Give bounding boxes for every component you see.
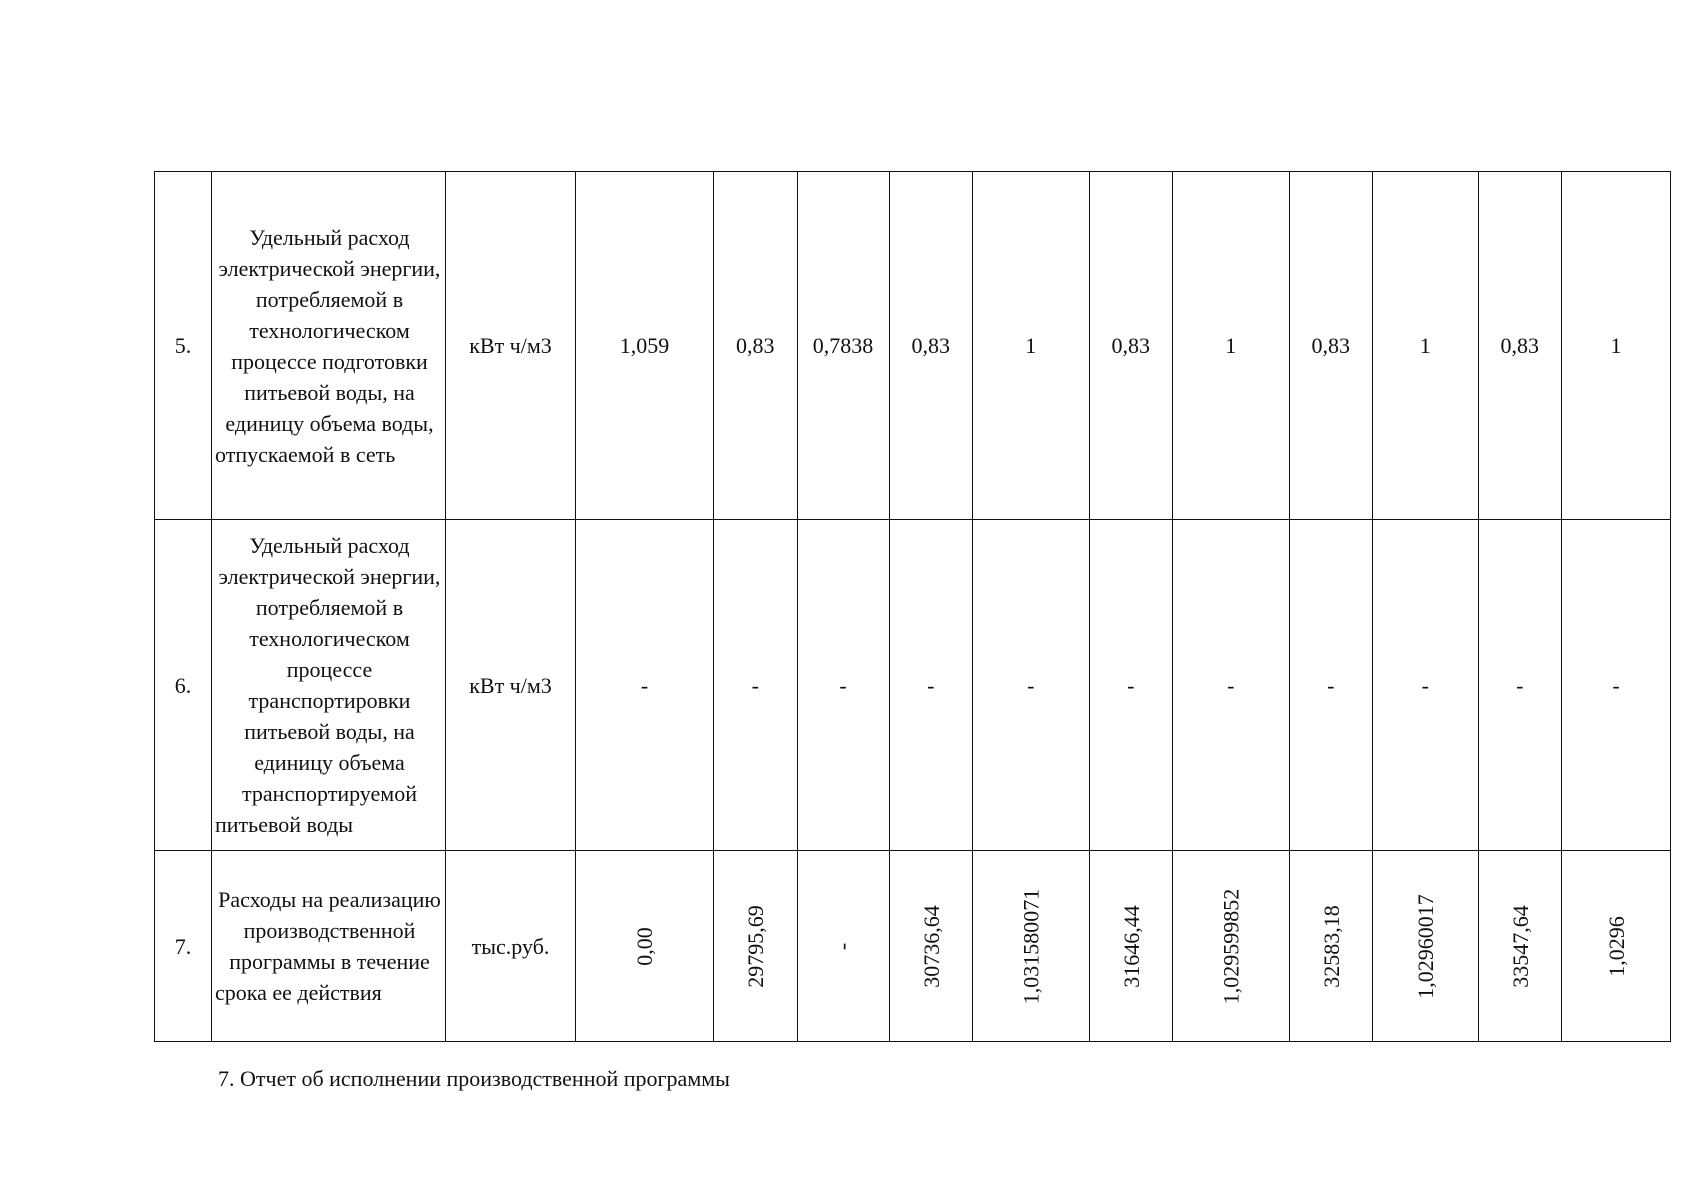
row-unit: кВт ч/м3 <box>446 520 576 851</box>
value-cell: 1,059 <box>576 172 714 520</box>
rotated-value: 29795,69 <box>742 904 768 988</box>
rotated-value: 1,029599852 <box>1218 888 1244 1004</box>
row-description: Удельный расход электрической энергии, потребляемой в технологическом процессе подготовки питьевой воды, на единицу объема воды, отпускаемой в сеть <box>212 172 446 520</box>
value-cell: - <box>1478 520 1562 851</box>
rotated-value: 1,0296 <box>1603 915 1629 977</box>
value-cell <box>1173 851 1290 1042</box>
value-cell: 0,83 <box>1089 172 1173 520</box>
rotated-value: 32583,18 <box>1318 904 1344 988</box>
value-cell: 1 <box>1173 172 1290 520</box>
value-cell: - <box>1373 520 1479 851</box>
value-cell <box>1289 851 1373 1042</box>
value-cell: 0,83 <box>714 172 798 520</box>
value-cell: 1 <box>1562 172 1671 520</box>
value-cell: - <box>714 520 798 851</box>
value-cell: - <box>797 520 889 851</box>
value-cell <box>1373 851 1479 1042</box>
value-cell: - <box>1562 520 1671 851</box>
value-cell <box>576 851 714 1042</box>
value-cell: - <box>973 520 1090 851</box>
row-unit: кВт ч/м3 <box>446 172 576 520</box>
value-cell <box>1089 851 1173 1042</box>
rotated-value: 0,00 <box>632 926 657 966</box>
value-cell <box>1478 851 1562 1042</box>
indicators-table <box>154 171 1671 1042</box>
value-cell: - <box>889 520 973 851</box>
table-row <box>155 520 1671 851</box>
rotated-value: 31646,44 <box>1118 904 1144 988</box>
rotated-value: - <box>830 942 856 950</box>
row-number: 7. <box>155 851 212 1042</box>
value-cell <box>973 851 1090 1042</box>
row-description: Расходы на реализацию производственной программы в течение срока ее действия <box>212 851 446 1042</box>
value-cell: - <box>576 520 714 851</box>
row-number: 5. <box>155 172 212 520</box>
value-cell: - <box>1289 520 1373 851</box>
row-unit: тыс.руб. <box>446 851 576 1042</box>
value-cell: 0,7838 <box>797 172 889 520</box>
rotated-value: 30736,64 <box>918 904 944 988</box>
table-row <box>155 851 1671 1042</box>
row-description: Удельный расход электрической энергии, потребляемой в технологическом процессе транспортировки питьевой воды, на единицу объема транспортируемой питьевой воды <box>212 520 446 851</box>
value-cell: 0,83 <box>1289 172 1373 520</box>
value-cell: - <box>1173 520 1290 851</box>
value-cell: 1 <box>1373 172 1479 520</box>
rotated-value: 1,031580071 <box>1018 888 1044 1004</box>
value-cell: 0,83 <box>889 172 973 520</box>
value-cell: - <box>1089 520 1173 851</box>
value-cell: 0,83 <box>1478 172 1562 520</box>
rotated-value: 1,02960017 <box>1412 893 1438 999</box>
value-cell <box>889 851 973 1042</box>
value-cell <box>714 851 798 1042</box>
table-row <box>155 172 1671 520</box>
value-cell <box>1562 851 1671 1042</box>
value-cell: 1 <box>973 172 1090 520</box>
value-cell <box>797 851 889 1042</box>
section-caption: 7. Отчет об исполнении производственной программы <box>218 1066 730 1091</box>
row-number: 6. <box>155 520 212 851</box>
rotated-value: 33547,64 <box>1507 904 1533 988</box>
